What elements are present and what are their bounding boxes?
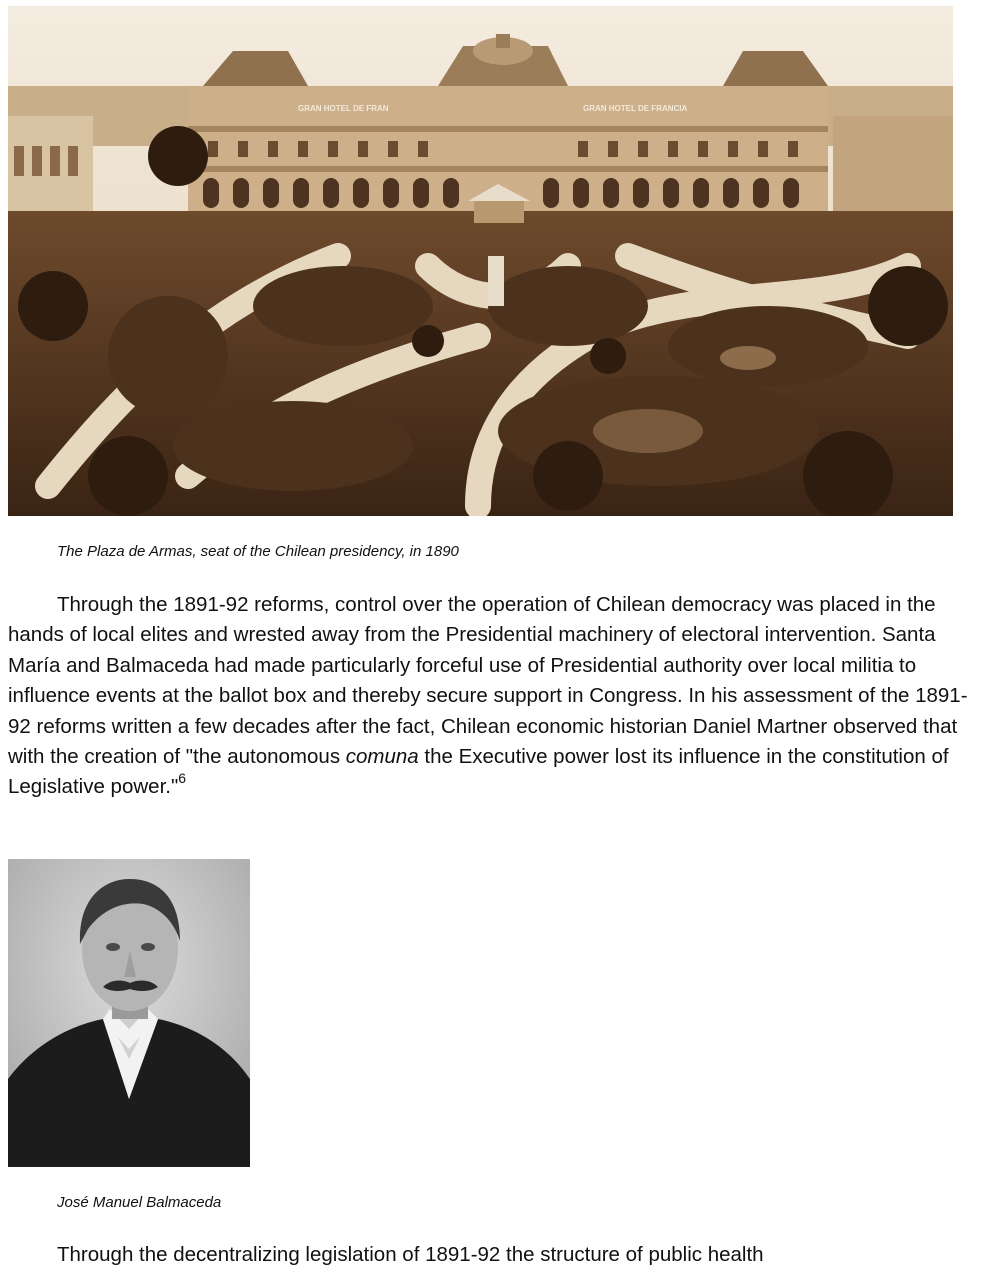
footnote-marker[interactable]: 6 — [178, 769, 187, 786]
paragraph-text: Through the decentralizing legislation of 1891-92 the structure of public health — [57, 1243, 764, 1266]
paragraph-text-continued: the Executive power lost its influence in the constitution of Legislative power." — [8, 745, 949, 799]
body-paragraph-2 — [8, 1240, 976, 1270]
plaza-de-armas-photo — [8, 6, 953, 516]
hotel-sign-right: GRAN HOTEL DE FRANCIA — [583, 104, 688, 113]
plaza-photo-caption: The Plaza de Armas, seat of the Chilean presidency, in 1890 — [57, 543, 459, 560]
italic-term: comuna — [345, 745, 419, 769]
body-paragraph-1 — [8, 590, 976, 803]
portrait-illustration — [8, 859, 250, 1167]
paragraph-text: Through the 1891-92 reforms, control over the operation of Chilean democracy was placed in the hands of local elites and wrested away from the Presidential machinery of electoral intervention. Santa María and Balmaceda had made particularly forceful use of Presidential authority over local militia to influence events at the ballot box and thereby secure support in Congress. In his assessment of the 1891-92 reforms written a few decades after the fact, Chilean economic historian Daniel Martner observed that with the creation of "the autonomous — [8, 593, 968, 769]
portrait-caption: José Manuel Balmaceda — [57, 1194, 222, 1211]
hotel-sign-left: GRAN HOTEL DE FRAN — [298, 104, 389, 113]
balmaceda-portrait-photo — [8, 859, 250, 1167]
plaza-illustration — [8, 6, 953, 516]
